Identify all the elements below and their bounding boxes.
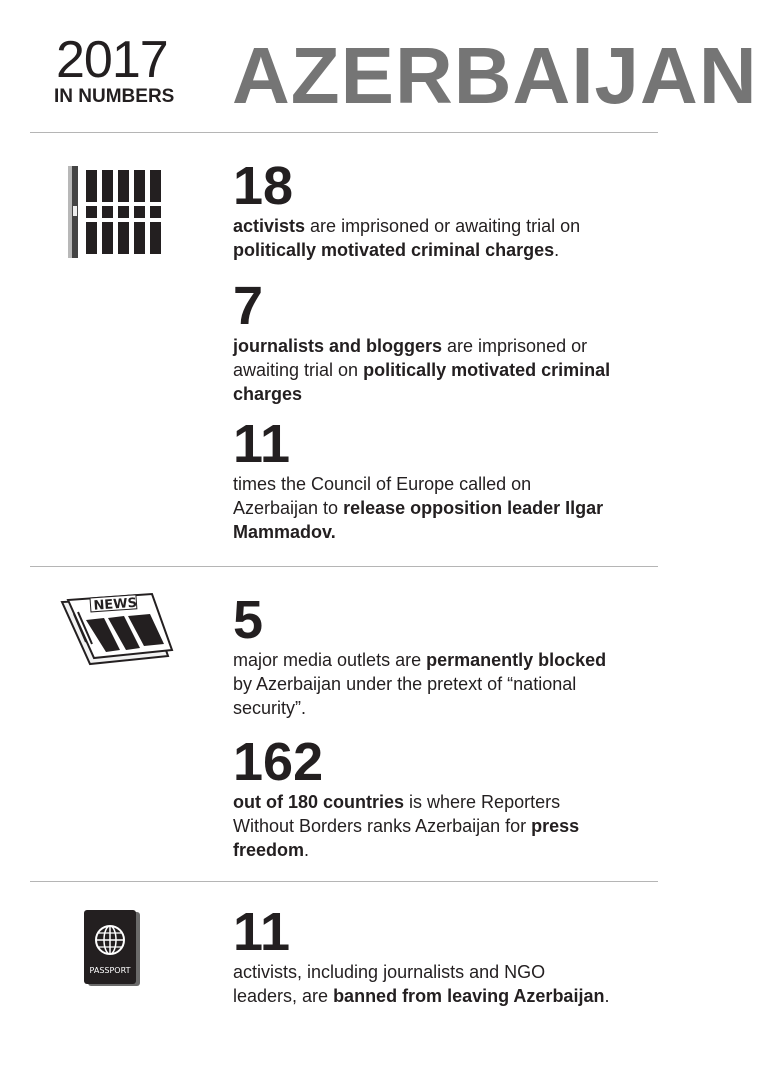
passport-label: PASSPORT bbox=[89, 966, 131, 975]
stat-block bbox=[233, 276, 613, 406]
country-title: AZERBAIJAN bbox=[232, 31, 758, 120]
stat-number: 5 bbox=[233, 590, 264, 650]
stat-block bbox=[233, 732, 613, 862]
stat-description: activists are imprisoned or awaiting trial on politically motivated criminal charges. bbox=[233, 216, 581, 260]
stat-description: major media outlets are permanently blocked by Azerbaijan under the pretext of “national security”. bbox=[233, 650, 607, 718]
stat-block bbox=[233, 590, 613, 720]
stat-number: 11 bbox=[233, 414, 291, 474]
stat-block bbox=[233, 156, 613, 262]
newspaper-label: NEWS bbox=[93, 595, 138, 614]
stat-description: times the Council of Europe called on Azerbaijan to release opposition leader Ilgar Mammadov. bbox=[233, 474, 604, 542]
year-heading: 2017 bbox=[56, 31, 168, 89]
stat-description: activists, including journalists and NGO leaders, are banned from leaving Azerbaijan. bbox=[233, 962, 610, 1006]
divider bbox=[30, 881, 658, 882]
stat-block bbox=[233, 414, 613, 544]
passport-icon bbox=[84, 910, 142, 993]
stat-number: 11 bbox=[233, 902, 291, 962]
stat-block bbox=[233, 902, 613, 1008]
prison-bars-icon bbox=[68, 166, 162, 263]
stat-description: journalists and bloggers are imprisoned or awaiting trial on politically motivated criminal charges bbox=[233, 336, 611, 404]
stat-number: 18 bbox=[233, 156, 294, 216]
stat-number: 7 bbox=[233, 276, 264, 336]
subtitle-heading: IN NUMBERS bbox=[54, 86, 175, 107]
stat-number: 162 bbox=[233, 732, 324, 792]
divider bbox=[30, 132, 658, 133]
stat-description: out of 180 countries is where Reporters Without Borders ranks Azerbaijan for press freedom. bbox=[233, 792, 580, 860]
newspaper-icon bbox=[60, 592, 176, 677]
divider bbox=[30, 566, 658, 567]
